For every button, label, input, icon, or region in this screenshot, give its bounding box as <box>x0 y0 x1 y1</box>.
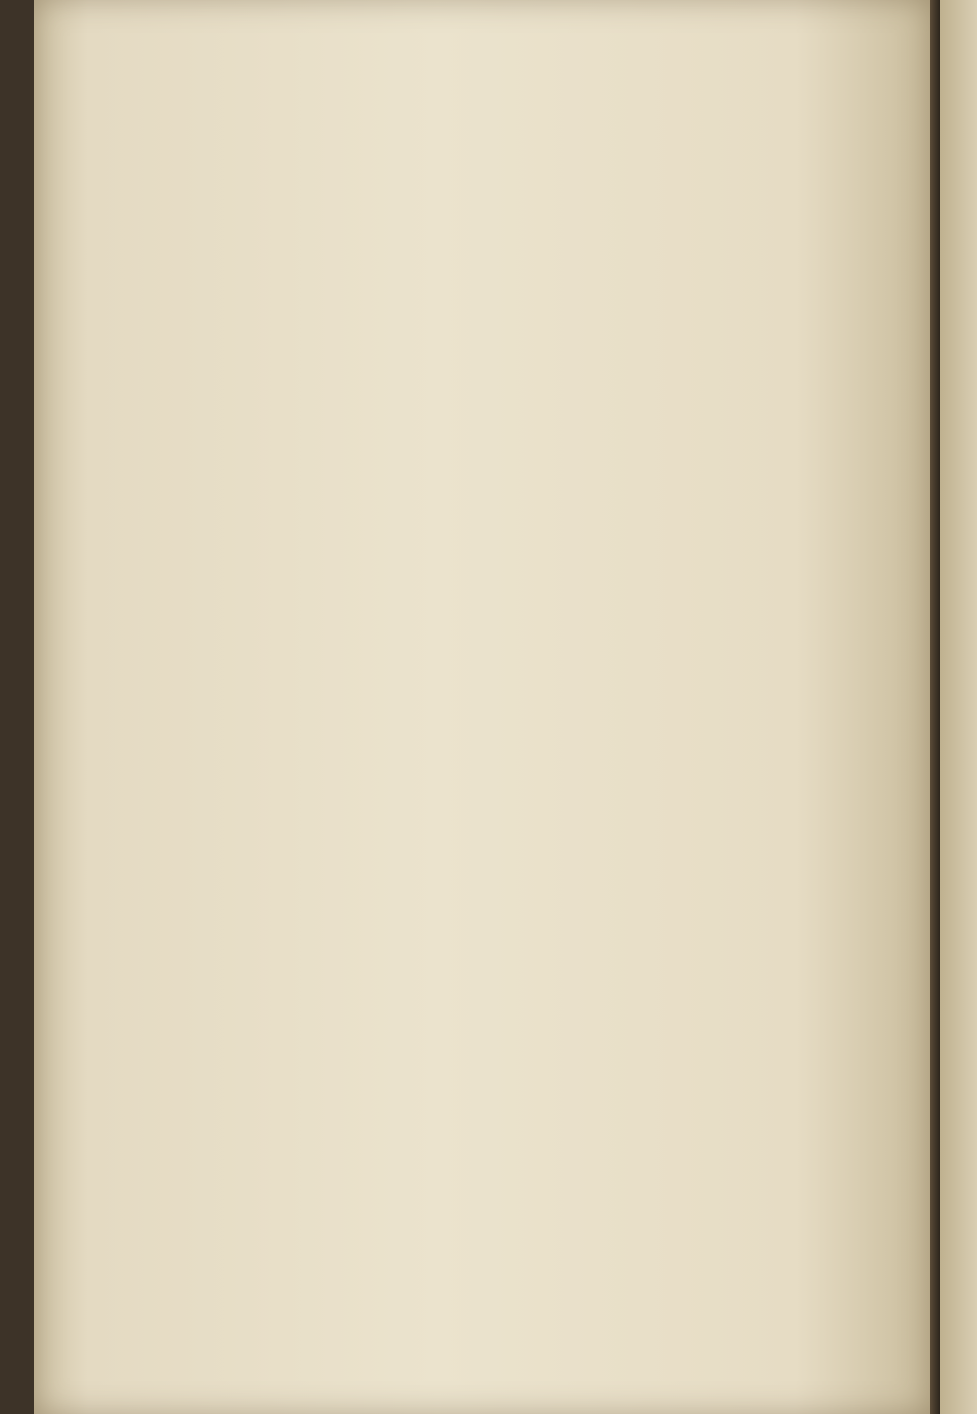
book-page <box>34 0 930 1414</box>
book-gutter <box>930 0 940 1414</box>
facing-page-edge <box>940 0 977 1414</box>
